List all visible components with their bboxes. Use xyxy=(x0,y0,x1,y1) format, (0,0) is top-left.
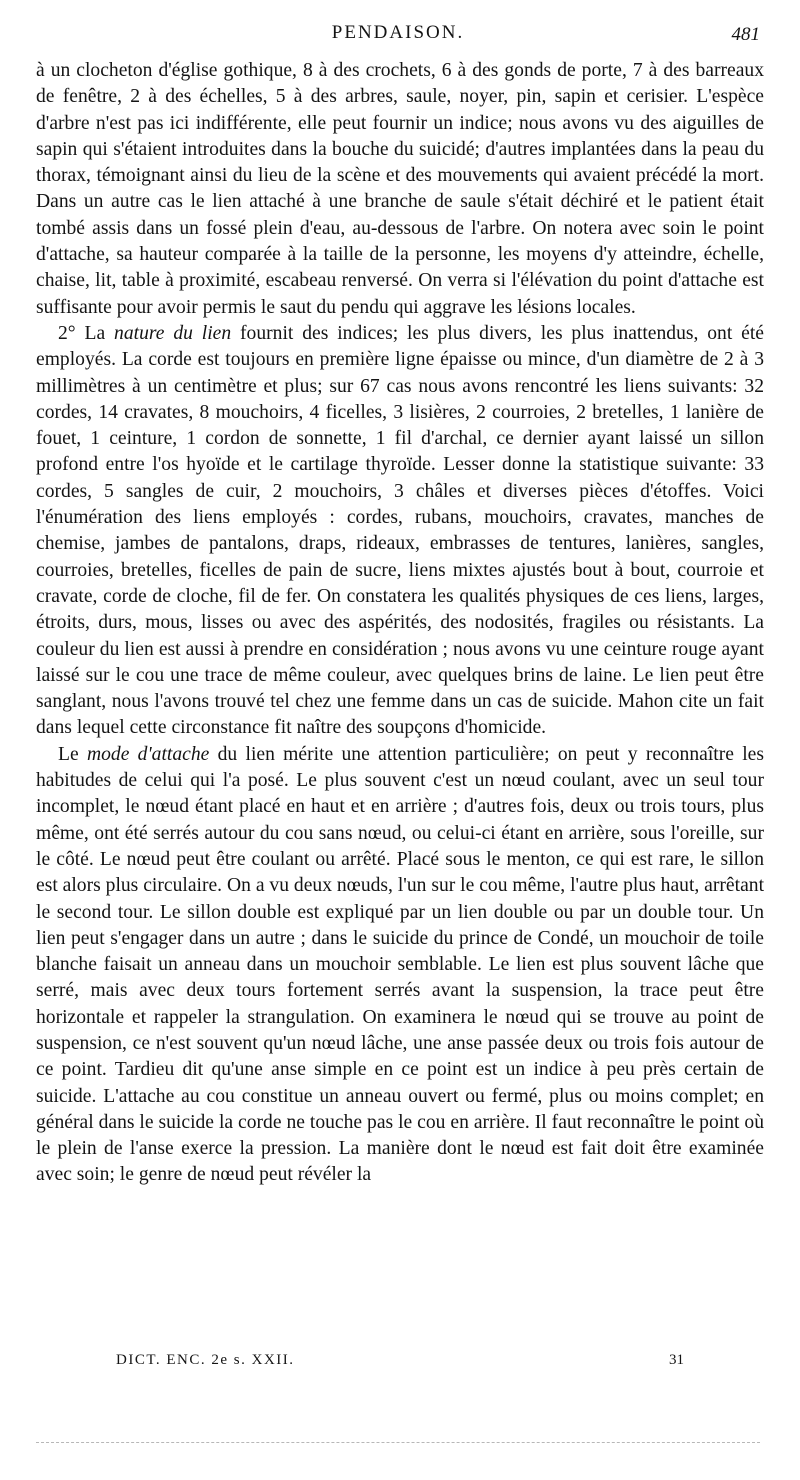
body-text xyxy=(36,58,764,1189)
paragraph-text: à un clocheton d'église gothique, 8 à des crochets, 6 à des gonds de porte, 7 à des barreaux de fenêtre, 2 à des échelles, 5 à des arbres, saule, noyer, pin, sapin et cerisier. L'espèce d'arbre n'est pas ici indifférente, elle peut fournir un indice; nous avons vu des aiguilles de sapin qui s'étaient introduites dans la bouche du suicidé; d'autres implantées dans la peau du thorax, témoignant ainsi du lieu de la scène et des mouvements qui avaient précédé la mort. Dans un autre cas le lien attaché à une branche de saule s'était déchiré et le patient était tombé assis dans un fossé plein d'eau, au-dessous de l'arbre. On notera avec soin le point d'attache, sa hauteur comparée à la taille de la personne, les moyens d'y atteindre, échelle, chaise, lit, table à proximité, escabeau renversé. On verra si l'élévation du point d'attache est suffisante pour avoir permis le saut du pendu qui aggrave les lésions locales. xyxy=(36,60,764,318)
paragraph-lead: Le xyxy=(58,743,87,765)
emphasis-term: mode d'attache xyxy=(86,743,210,765)
sheet-number: 31 xyxy=(669,1352,684,1368)
running-title: PENDAISON. xyxy=(331,22,465,43)
paragraph-lead: 2° La xyxy=(58,322,115,344)
running-header xyxy=(36,22,760,52)
emphasis-term: nature du lien xyxy=(114,322,232,344)
page-number: 481 xyxy=(731,24,760,45)
paragraph-text: du lien mérite une attention particulière; on peut y reconnaître les habitudes de celui qui l'a posé. Le plus souvent c'est un nœud coulant, avec un seul tour incomplet, le nœud étant placé en haut et en arrière ; d'autres fois, deux ou trois tours, plus même, ont été serrés autour du cou sans nœud, ou celui-ci étant en arrière, sous l'oreille, sur le côté. Le nœud peut être coulant ou arrêté. Placé sous le menton, ce qui est rare, le sillon est alors plus circulaire. On a vu deux nœuds, l'un sur le cou même, l'autre plus haut, arrêtant le second tour. Le sillon double est expliqué par un lien double ou par un double tour. Un lien peut s'engager dans un autre ; dans le suicide du prince de Condé, un mouchoir de toile blanche faisait un anneau dans un mouchoir semblable. Le lien est plus souvent lâche que serré, mais avec deux tours fortement serrés avant la suspension, la trace peut être horizontale et rappeler la strangulation. On examinera le nœud qui se trouve au point de suspension, ce n'est souvent qu'un nœud lâche, une anse passée deux ou trois fois autour de ce point. Tardieu dit qu'une anse simple en ce point est un indice à peu près certain de suicide. L'attache au cou constitue un anneau ouvert ou fermé, plus ou moins complet; en général dans le suicide la corde ne touche pas le cou en arrière. Il faut reconnaître le point où le plein de l'anse exerce la pression. La manière dont le nœud est fait doit être examinée avec soin; le genre de nœud peut révéler la xyxy=(36,743,765,1186)
paragraph-continuation xyxy=(36,58,764,321)
bottom-dotted-rule xyxy=(36,1442,760,1443)
paragraph-mode-d-attache xyxy=(36,742,764,1189)
paragraph-text: fournit des indices; les plus divers, les plus inattendus, ont été employés. La corde est toujours en première ligne épaisse ou mince, d'un diamètre de 2 à 3 millimètres à un centimètre et plus; sur 67 cas nous avons rencontré les liens suivants: 32 cordes, 14 cravates, 8 mouchoirs, 4 ficelles, 3 lisières, 2 courroies, 2 bretelles, 1 lanière de fouet, 1 ceinture, 1 cordon de sonnette, 1 fil d'archal, ce dernier ayant laissé un sillon profond entre l'os hyoïde et le cartilage thyroïde. Lesser donne la statistique suivante: 33 cordes, 5 sangles de cuir, 2 mouchoirs, 3 châles et diverses pièces d'étoffes. Voici l'énumération des liens employés : cordes, rubans, mouchoirs, cravates, manches de chemise, jambes de pantalons, draps, rideaux, embrasses de tentures, lanières, sangles, courroies, bretelles, ficelles de pain de sucre, liens mixtes ajustés bout à bout, courroie et cravate, corde de cloche, fil de fer. On constatera les qualités physiques de ces liens, larges, étroits, durs, mous, lisses ou avec des aspérités, des nodosités, fragiles ou résistants. La couleur du lien est aussi à prendre en considération ; nous avons vu une ceinture rouge ayant laissé sur le cou une trace de même couleur, avec quelques brins de laine. Le lien peut être sanglant, nous l'avons trouvé tel chez une femme dans un cas de suicide. Mahon cite un fait dans lequel cette circonstance fit naître des soupçons d'homicide. xyxy=(36,322,764,739)
page-footer xyxy=(116,1352,684,1376)
signature-mark: DICT. ENC. 2e s. XXII. xyxy=(116,1352,295,1368)
paragraph-nature-du-lien xyxy=(36,321,764,742)
